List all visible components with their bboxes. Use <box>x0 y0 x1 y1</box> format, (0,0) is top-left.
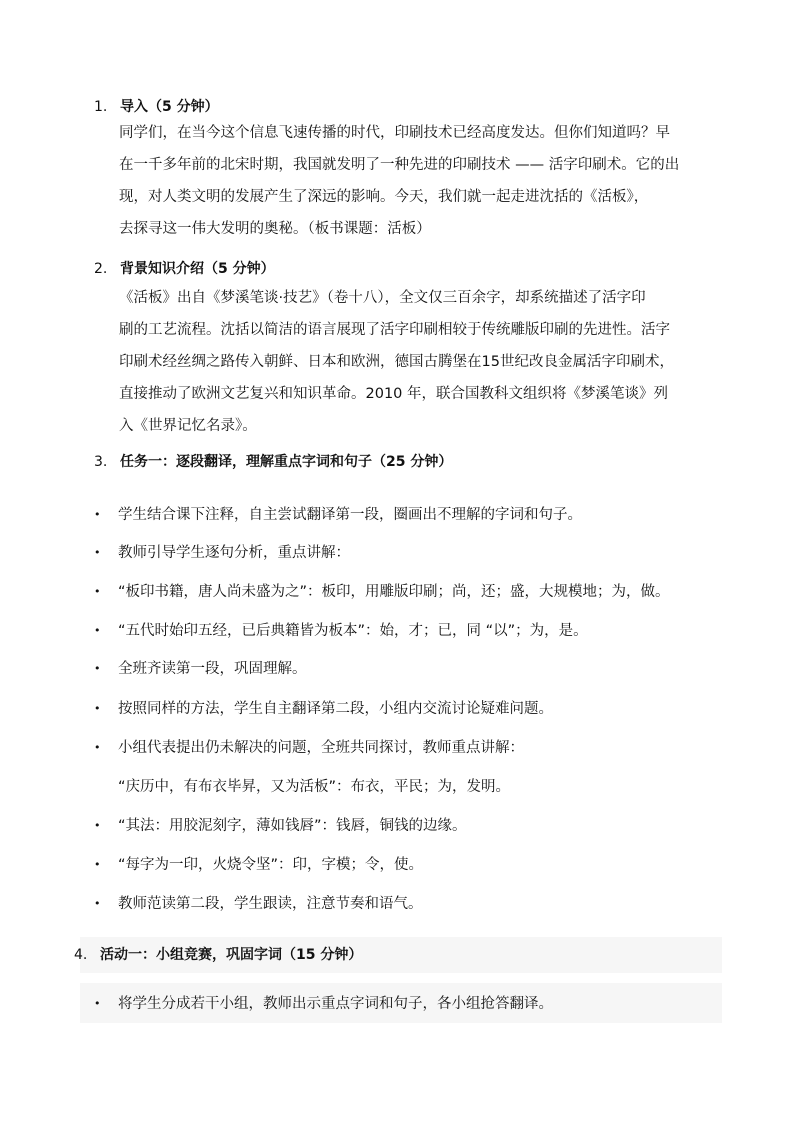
section-4-number: 4. <box>74 947 88 963</box>
bullet-icon: • <box>94 546 101 559</box>
list-item <box>94 621 588 641</box>
section-2-heading <box>94 259 275 279</box>
paragraph-line: 在一千多年前的北宋时期，我国就发明了一种先进的印刷技术 —— 活字印刷术。它的出 <box>119 157 680 173</box>
bullet-icon: • <box>94 662 101 675</box>
section-1-heading <box>94 97 219 117</box>
list-item <box>94 659 307 679</box>
section-3-heading <box>94 452 452 472</box>
bullet-icon: • <box>94 508 101 521</box>
paragraph-line: 入《世界记忆名录》。 <box>119 418 257 434</box>
bullet-icon: • <box>94 997 101 1010</box>
bullet-icon: • <box>94 858 101 871</box>
section-1-title: 导入（5 分钟） <box>120 99 219 115</box>
bullet-icon: • <box>94 624 101 637</box>
list-item <box>94 855 423 875</box>
list-item-text: “五代时始印五经，已后典籍皆为板本”：始，才；已，同 “以”；为，是。 <box>118 623 588 639</box>
list-item <box>94 994 553 1014</box>
list-item-text: 教师范读第二段，学生跟读，注意节奏和语气。 <box>118 896 423 912</box>
list-item-text: 全班齐读第一段，巩固理解。 <box>118 661 307 677</box>
list-item-text: 学生结合课下注释，自主尝试翻译第一段，圈画出不理解的字词和句子。 <box>118 507 582 523</box>
list-item <box>94 505 582 525</box>
list-item-text: “板印书籍，唐人尚未盛为之”：板印，用雕版印刷；尚，还；盛，大规模地；为，做。 <box>118 584 670 600</box>
section-1-number: 1. <box>94 99 108 115</box>
bullet-icon: • <box>94 585 101 598</box>
section-4-title: 活动一：小组竞赛，巩固字词（15 分钟） <box>100 947 363 963</box>
paragraph-line: 现，对人类文明的发展产生了深远的影响。今天，我们就一起走进沈括的《活板》， <box>119 189 649 205</box>
list-item-text: “庆历中，有布衣毕昇，又为活板”：布衣，平民；为，发明。 <box>118 779 511 795</box>
list-item <box>94 777 510 797</box>
bullet-icon: • <box>94 702 101 715</box>
paragraph-line: 《活板》出自《梦溪笔谈·技艺》（卷十八），全文仅三百余字，却系统描述了活字印 <box>119 290 646 306</box>
list-item <box>94 699 553 719</box>
section-4-heading <box>74 945 362 965</box>
bullet-icon: • <box>94 897 101 910</box>
list-item-text: 小组代表提出仍未解决的问题，全班共同探讨，教师重点讲解： <box>118 740 524 756</box>
list-item-text: 将学生分成若干小组，教师出示重点字词和句子，各小组抢答翻译。 <box>118 996 553 1012</box>
paragraph-line: 同学们，在当今这个信息飞速传播的时代，印刷技术已经高度发达。但你们知道吗？早 <box>119 125 670 141</box>
paragraph-line: 刷的工艺流程。沈括以简洁的语言展现了活字印刷相较于传统雕版印刷的先进性。活字 <box>119 322 670 338</box>
paragraph-line: 印刷术经丝绸之路传入朝鲜、日本和欧洲，德国古腾堡在15世纪改良金属活字印刷术， <box>119 354 674 370</box>
list-item-text: 按照同样的方法，学生自主翻译第二段，小组内交流讨论疑难问题。 <box>118 701 553 717</box>
list-item <box>94 894 423 914</box>
list-item <box>94 738 524 758</box>
list-item <box>94 582 670 602</box>
paragraph-line: 直接推动了欧洲文艺复兴和知识革命。2010 年，联合国教科文组织将《梦溪笔谈》列 <box>119 386 669 402</box>
section-3-number: 3. <box>94 454 108 470</box>
section-1-paragraph <box>119 117 731 245</box>
list-item <box>94 816 467 836</box>
list-item <box>94 543 350 563</box>
bullet-icon: • <box>94 819 101 832</box>
bullet-icon: • <box>94 741 101 754</box>
paragraph-line: 去探寻这一伟大发明的奥秘。（板书课题：活板） <box>119 221 431 237</box>
list-item-text: “每字为一印，火烧令坚”：印，字模；令，使。 <box>118 857 424 873</box>
section-3-title: 任务一：逐段翻译，理解重点字词和句子（25 分钟） <box>120 454 453 470</box>
section-2-number: 2. <box>94 261 108 277</box>
list-item-text: 教师引导学生逐句分析，重点讲解： <box>118 545 350 561</box>
list-item-text: “其法：用胶泥刻字，薄如钱唇”：钱唇，铜钱的边缘。 <box>118 818 467 834</box>
section-2-title: 背景知识介绍（5 分钟） <box>120 261 275 277</box>
section-2-paragraph <box>119 282 731 442</box>
